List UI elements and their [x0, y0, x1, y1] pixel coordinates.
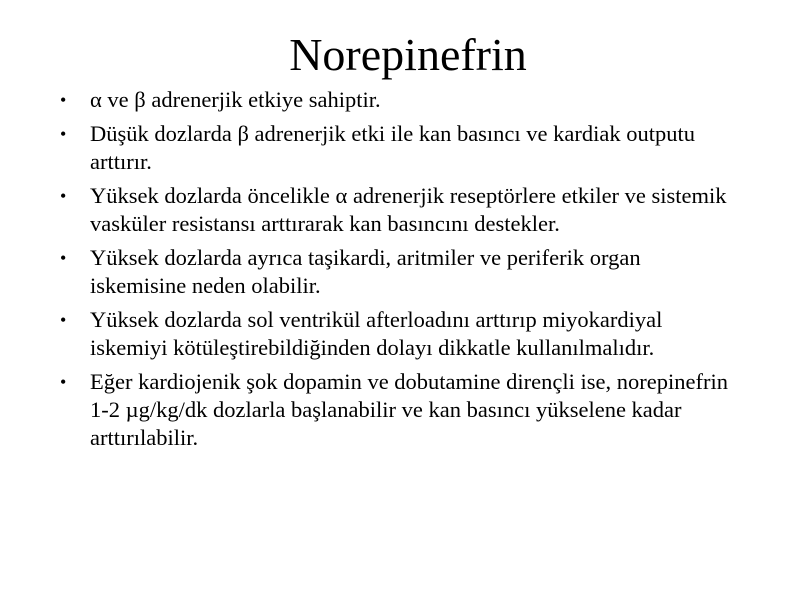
bullet-icon: •	[60, 186, 67, 206]
bullet-text: Düşük dozlarda β adrenerjik etki ile kan basıncı ve kardiak outputu arttırır.	[90, 121, 696, 174]
bullet-list	[60, 86, 740, 458]
bullet-icon: •	[60, 124, 67, 144]
bullet-text: Yüksek dozlarda sol ventrikül afterloadını arttırıp miyokardiyal iskemiyi kötüleştirebildiğinden dolayı dikkatle kullanılmalıdır.	[90, 307, 663, 360]
bullet-text: α ve β adrenerjik etkiye sahiptir.	[90, 87, 381, 112]
bullet-item	[60, 120, 740, 176]
bullet-icon: •	[60, 248, 67, 268]
bullet-text: Eğer kardiojenik şok dopamin ve dobutamine dirençli ise, norepinefrin 1-2 µg/kg/dk dozlarla başlanabilir ve kan basıncı yükselene kadar arttırılabilir.	[90, 369, 728, 450]
bullet-icon: •	[60, 372, 67, 392]
bullet-text: Yüksek dozlarda ayrıca taşikardi, aritmiler ve periferik organ iskemisine neden olabilir.	[90, 245, 641, 298]
bullet-item	[60, 244, 740, 300]
bullet-item	[60, 86, 740, 114]
bullet-icon: •	[60, 90, 67, 110]
bullet-item	[60, 306, 740, 362]
bullet-item	[60, 368, 740, 452]
bullet-icon: •	[60, 310, 67, 330]
bullet-item	[60, 182, 740, 238]
slide-title: Norepinefrin	[289, 29, 527, 80]
bullet-text: Yüksek dozlarda öncelikle α adrenerjik reseptörlere etkiler ve sistemik vasküler resistansı arttırarak kan basıncını destekler.	[90, 183, 727, 236]
